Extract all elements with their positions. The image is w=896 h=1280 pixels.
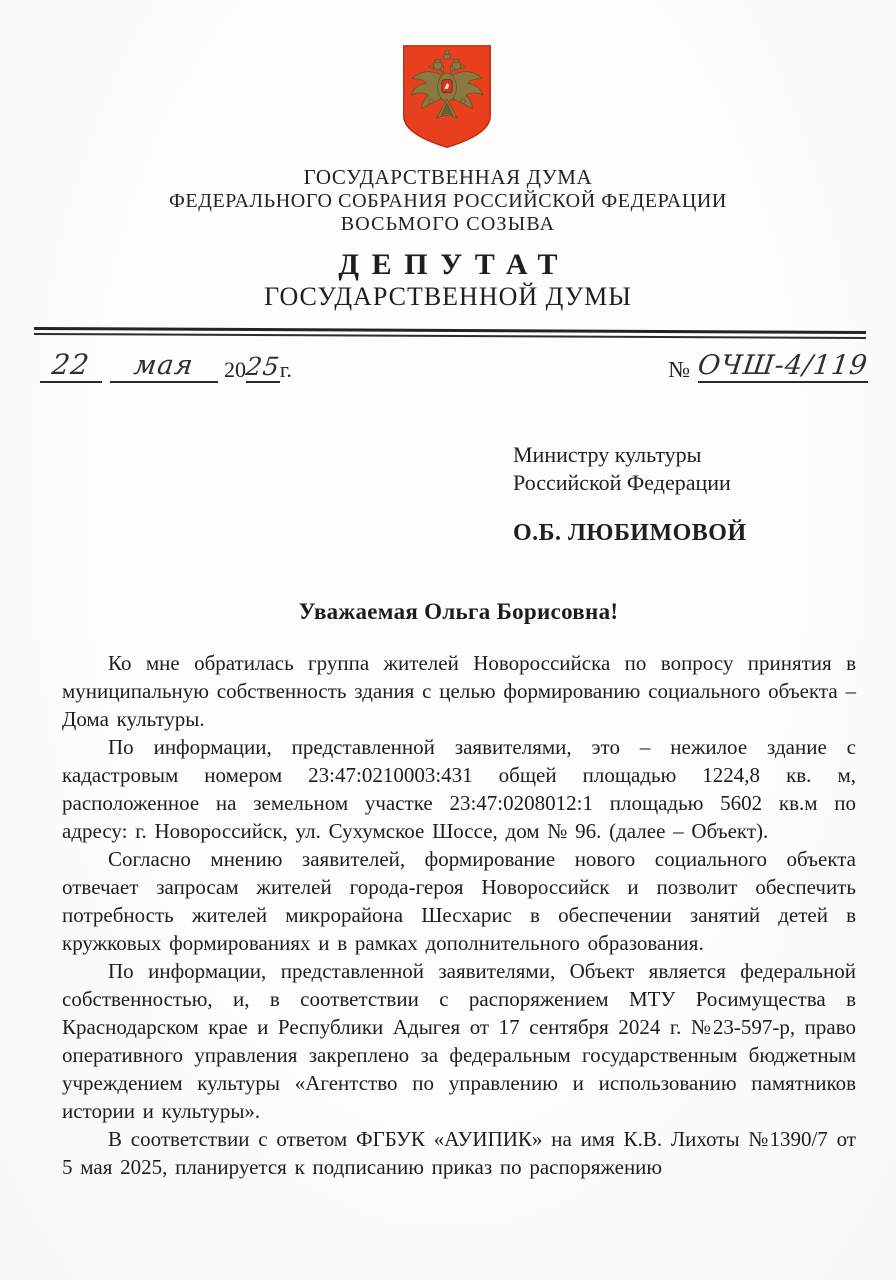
handwritten-month: мая: [132, 350, 196, 381]
body-paragraph: По информации, представленной заявителями, Объект является федеральной собственностью, и, в соответствии с распоряжением МТУ Росимущества в Краснодарском крае и Республики Адыгея от 17 сентября 2024 г. №23-597-р, право оперативного управления закреплено за федеральным государственным бюджетным учреждением культуры «Агентство по управлению и использованию памятников истории и культуры».: [62, 959, 856, 1123]
year-suffix-underline: [246, 352, 280, 383]
body-paragraph: По информации, представленной заявителями, это – нежилое здание с кадастровым номером 23:47:0210003:431 общей площадью 1224,8 кв. м, расположенное на земельном участке 23:47:0208012:1 площадью 5602 кв.м по адресу: г. Новороссийск, ул. Сухумское Шоссе, дом № 96. (далее – Объект).: [62, 735, 856, 843]
date-day-underline: [40, 348, 102, 383]
date-month-underline: [110, 350, 218, 383]
org-line-convocation: ВОСЬМОГО СОЗЫВА: [340, 213, 556, 235]
number-underline: [698, 350, 868, 383]
divider-rule: [34, 327, 866, 339]
deputy-subtitle: ГОСУДАРСТВЕННОЙ ДУМЫ: [264, 282, 632, 311]
coat-of-arms-icon: [400, 42, 494, 152]
body-paragraph: Согласно мнению заявителей, формирование нового социального объекта отвечает запросам жителей города-героя Новороссийск и позволит обеспечить потребность жителей микрорайона Шесхарис в обеспечении занятий детей в кружковых формированиях и в рамках дополнительного образования.: [62, 847, 856, 955]
recipient-block: [513, 441, 747, 547]
handwritten-number: ОЧШ-4/119: [696, 350, 870, 381]
handwritten-year-suffix: 25: [244, 352, 282, 381]
recipient-name: О.Б. ЛЮБИМОВОЙ: [513, 520, 747, 546]
recipient-line-2: Российской Федерации: [513, 470, 731, 495]
handwritten-day: 22: [50, 348, 92, 381]
year-label: г.: [279, 357, 292, 382]
date-number-row: [40, 348, 868, 383]
salutation: Уважаемая Ольга Борисовна!: [298, 599, 619, 624]
body-paragraph: В соответствии с ответом ФГБУК «АУИПИК» на имя К.В. Лихоты №1390/7 от 5 мая 2025, планируется к подписанию приказ по распоряжению: [62, 1127, 856, 1179]
letterhead-org: [0, 166, 896, 237]
date-group: [40, 348, 292, 383]
number-sign: №: [668, 357, 691, 382]
recipient-line-1: Министру культуры: [513, 442, 702, 467]
year-prefix: 20: [224, 357, 246, 382]
deputy-title-block: [0, 248, 896, 311]
number-group: [668, 350, 868, 383]
org-line-federal-assembly: ФЕДЕРАЛЬНОГО СОБРАНИЯ РОССИЙСКОЙ ФЕДЕРАЦИИ: [169, 189, 727, 212]
org-line-duma: ГОСУДАРСТВЕННАЯ ДУМА: [303, 165, 593, 189]
body-paragraph: Ко мне обратилась группа жителей Новороссийска по вопросу принятия в муниципальную собственность здания с целью формированию социального объекта – Дома культуры.: [62, 651, 856, 731]
letter-body: [62, 649, 856, 1181]
deputy-title: ДЕПУТАТ: [338, 248, 571, 281]
